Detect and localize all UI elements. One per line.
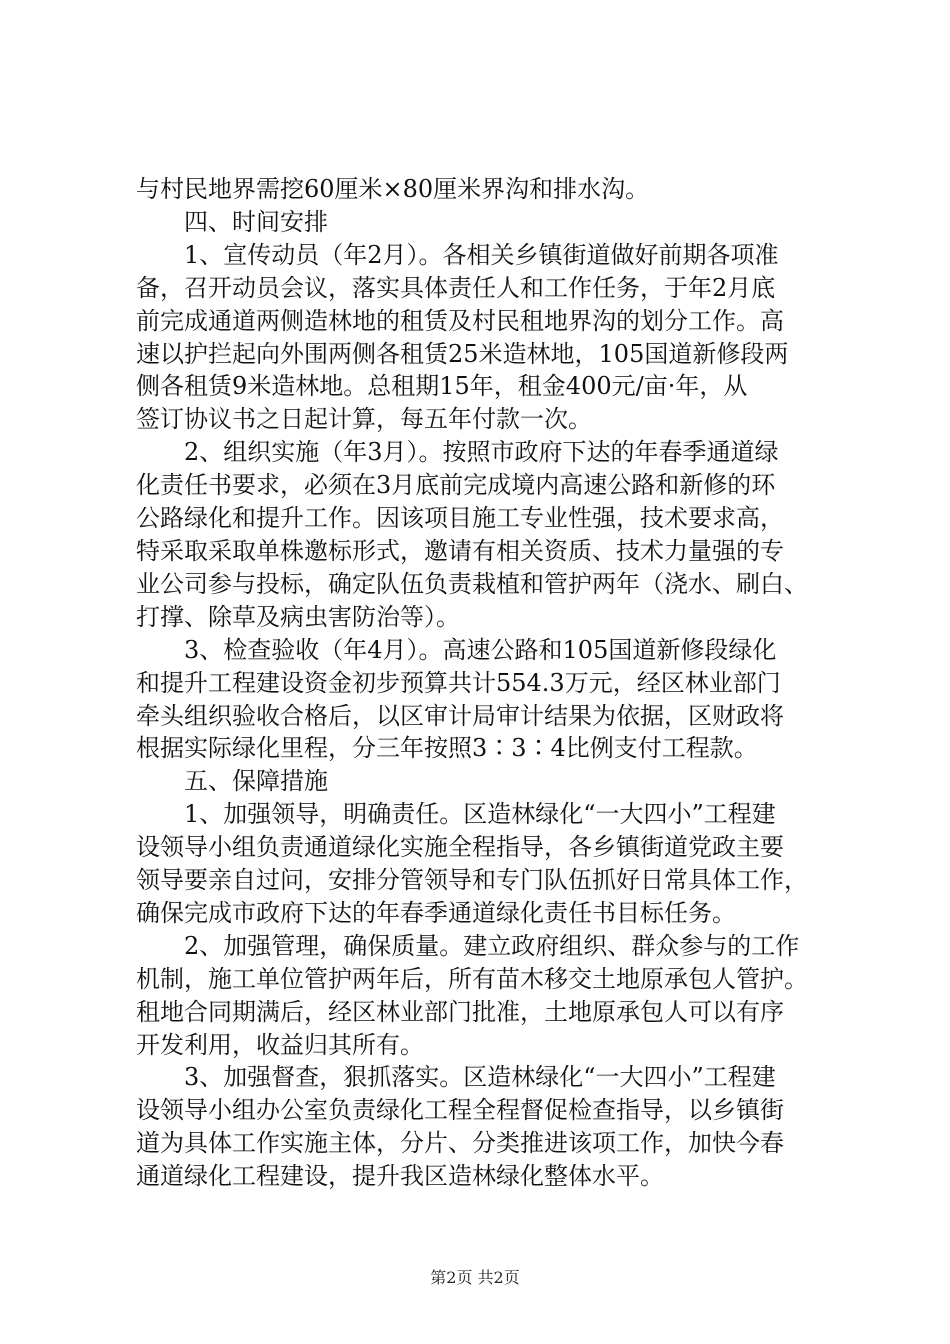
text-line: 前完成通道两侧造林地的租赁及村民租地界沟的划分工作。高	[136, 306, 784, 335]
text-line: 打撑、除草及病虫害防治等）。	[136, 602, 460, 631]
text-line: 根据实际绿化里程，分三年按照3∶3∶4比例支付工程款。	[136, 734, 758, 763]
text-line: 领导要亲自过问，安排分管领导和专门队伍抓好日常具体工作，	[136, 866, 808, 895]
text-line: 业公司参与投标，确定队伍负责栽植和管护两年（浇水、刷白、	[136, 569, 808, 598]
text-line: 2、加强管理，确保质量。建立政府组织、群众参与的工作	[184, 931, 800, 960]
text-line: 3、检查验收（年4月）。高速公路和105国道新修段绿化	[184, 635, 777, 664]
text-line: 确保完成市政府下达的年春季通道绿化责任书目标任务。	[136, 898, 736, 927]
text-line: 设领导小组负责通道绿化实施全程指导，各乡镇街道党政主要	[136, 833, 784, 862]
text-line: 开发利用，收益归其所有。	[136, 1030, 424, 1059]
text-line: 特采取采取单株邀标形式，邀请有相关资质、技术力量强的专	[136, 536, 784, 565]
text-line: 化责任书要求，必须在3月底前完成境内高速公路和新修的环	[136, 471, 776, 500]
text-line: 道为具体工作实施主体，分片、分类推进该项工作，加快今春	[136, 1129, 784, 1158]
text-line: 速以护拦起向外围两侧各租赁25米造林地，105国道新修段两	[136, 339, 789, 368]
text-line: 设领导小组办公室负责绿化工程全程督促检查指导，以乡镇街	[136, 1096, 784, 1125]
text-line: 租地合同期满后，经区林业部门批准，土地原承包人可以有序	[136, 997, 784, 1026]
text-line: 1、宣传动员（年2月）。各相关乡镇街道做好前期各项准	[184, 240, 779, 269]
text-line: 通道绿化工程建设，提升我区造林绿化整体水平。	[136, 1162, 664, 1191]
page-footer: 第2页 共2页	[430, 1268, 520, 1287]
text-line: 1、加强领导，明确责任。区造林绿化“一大四小”工程建	[184, 800, 776, 829]
text-line: 备，召开动员会议，落实具体责任人和工作任务，于年2月底	[136, 273, 776, 302]
section-heading: 四、时间安排	[184, 207, 328, 236]
text-line: 机制，施工单位管护两年后，所有苗木移交土地原承包人管护。	[136, 964, 808, 993]
document-body	[136, 173, 826, 1193]
text-line: 侧各租赁9米造林地。总租期15年，租金400元/亩·年，从	[136, 372, 748, 401]
text-line: 牵头组织验收合格后，以区审计局审计结果为依据，区财政将	[136, 701, 784, 730]
text-line: 公路绿化和提升工作。因该项目施工专业性强，技术要求高，	[136, 504, 784, 533]
text-line: 3、加强督查，狠抓落实。区造林绿化“一大四小”工程建	[184, 1063, 776, 1092]
text-line: 2、组织实施（年3月）。按照市政府下达的年春季通道绿	[184, 438, 779, 467]
text-line: 与村民地界需挖60厘米×80厘米界沟和排水沟。	[136, 175, 650, 203]
section-heading: 五、保障措施	[184, 767, 328, 796]
text-line: 和提升工程建设资金初步预算共计554.3万元，经区林业部门	[136, 668, 781, 697]
text-line: 签订协议书之日起计算，每五年付款一次。	[136, 405, 592, 434]
